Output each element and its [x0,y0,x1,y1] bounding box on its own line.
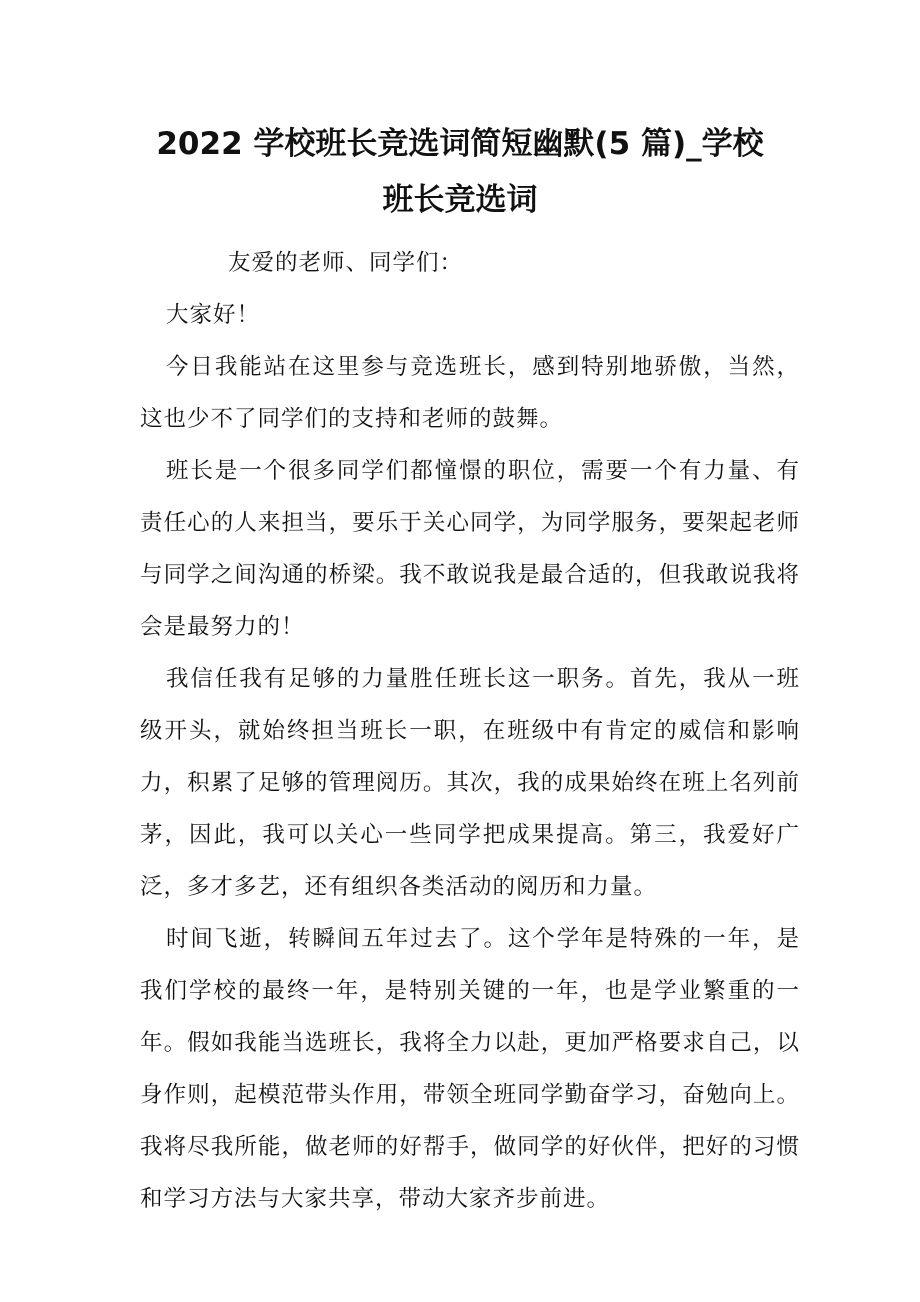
paragraph-1: 大家好！ [166,302,261,328]
title-line-1: 2022 学校班长竞选词简短幽默(5 篇)_学校 [156,126,764,162]
paragraph-2: 今日我能站在这里参与竞选班长，感到特别地骄傲，当然，这也少不了同学们的支持和老师的鼓舞。 [140,354,800,432]
title-line-2: 班长竞选词 [382,182,538,218]
paragraph-4: 我信任我有足够的力量胜任班长这一职务。首先，我从一班级开头，就始终担当班长一职，在班级中有肯定的威信和影响力，积累了足够的管理阅历。其次，我的成果始终在班上名列前茅，因此，我可以关心一些同学把成果提高。第三，我爱好广泛，多才多艺，还有组织各类活动的阅历和力量。 [140,666,800,900]
document-body [140,237,800,1225]
greeting: 友爱的老师、同学们： [228,250,464,276]
paragraph-5: 时间飞逝，转瞬间五年过去了。这个学年是特殊的一年，是我们学校的最终一年，是特别关键的一年，也是学业繁重的一年。假如我能当选班长，我将全力以赴，更加严格要求自己，以身作则，起模范带头作用，带领全班同学勤奋学习，奋勉向上。我将尽我所能，做老师的好帮手，做同学的好伙伴，把好的习惯和学习方法与大家共享，带动大家齐步前进。 [140,926,800,1212]
document-title [120,116,800,228]
paragraph-3: 班长是一个很多同学们都憧憬的职位，需要一个有力量、有责任心的人来担当，要乐于关心同学，为同学服务，要架起老师与同学之间沟通的桥梁。我不敢说我是最合适的，但我敢说我将会是最努力的！ [140,458,800,640]
